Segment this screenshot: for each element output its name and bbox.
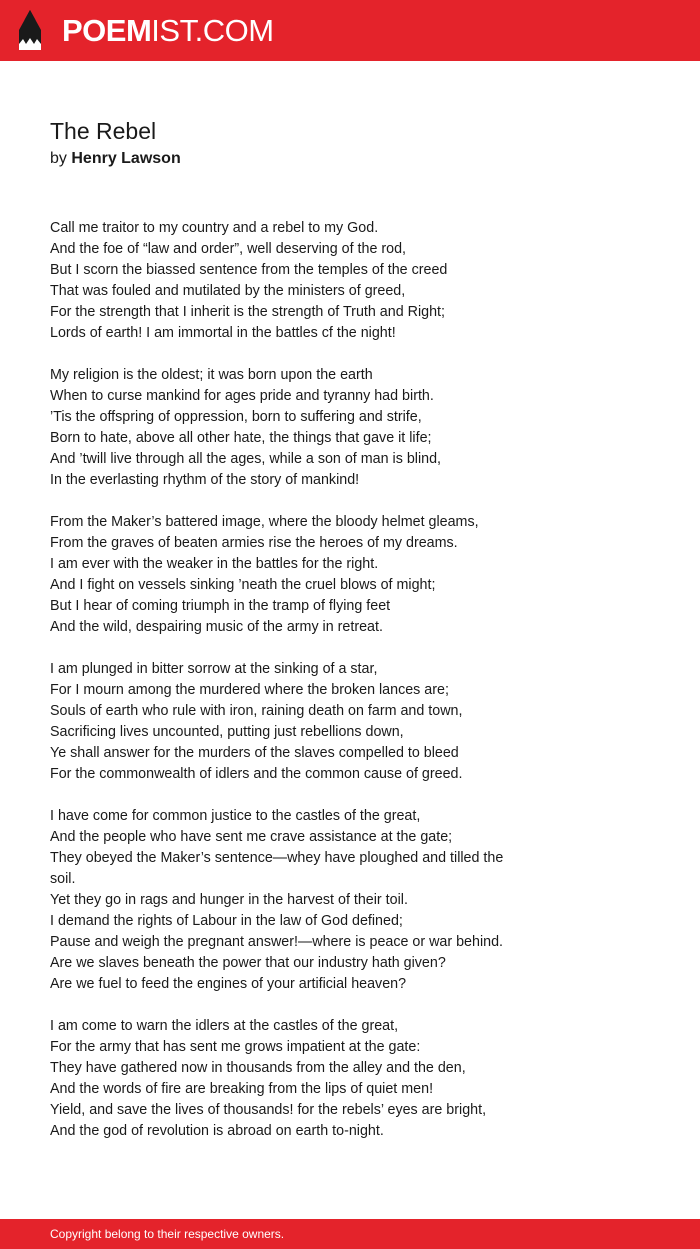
author-name: Henry Lawson — [71, 150, 181, 167]
poem-line: And I fight on vessels sinking ’neath the cruel blows of might; — [50, 577, 436, 593]
pencil-logo-icon[interactable] — [17, 9, 43, 52]
poem-body — [50, 218, 550, 1163]
site-header — [0, 0, 700, 61]
poem-stanza — [50, 365, 550, 491]
poem-line: And the people who have sent me crave assistance at the gate; — [50, 829, 453, 845]
poem-line: And the wild, despairing music of the army in retreat. — [50, 619, 383, 635]
poem-line: I am come to warn the idlers at the castles of the great, — [50, 1018, 399, 1034]
poem-line: And the foe of “law and order”, well deserving of the rod, — [50, 241, 407, 257]
poem-line: Ye shall answer for the murders of the slaves compelled to bleed — [50, 745, 459, 761]
poem-stanza — [50, 806, 550, 995]
poem-stanza — [50, 218, 550, 344]
logo-text-light: IST.COM — [151, 13, 274, 48]
poem-line: And ’twill live through all the ages, while a son of man is blind, — [50, 451, 441, 467]
poem-stanza — [50, 1016, 550, 1142]
poem-line: soil. — [50, 871, 76, 887]
poem-line: I am plunged in bitter sorrow at the sinking of a star, — [50, 661, 378, 677]
poem-line: And the god of revolution is abroad on earth to-night. — [50, 1123, 384, 1139]
poem-line: Are we fuel to feed the engines of your artificial heaven? — [50, 976, 407, 992]
poem-line: ’Tis the offspring of oppression, born to suffering and strife, — [50, 409, 422, 425]
poem-stanza — [50, 659, 550, 785]
poem-line: For I mourn among the murdered where the broken lances are; — [50, 682, 449, 698]
byline — [50, 148, 181, 170]
poem-stanza — [50, 512, 550, 638]
poem-line: For the army that has sent me grows impatient at the gate: — [50, 1039, 421, 1055]
poem-line: I am ever with the weaker in the battles for the right. — [50, 556, 379, 572]
poem-line: Lords of earth! I am immortal in the battles cf the night! — [50, 325, 396, 341]
poem-line: In the everlasting rhythm of the story of mankind! — [50, 472, 360, 488]
poem-line: From the Maker’s battered image, where the bloody helmet gleams, — [50, 514, 479, 530]
poem-line: Born to hate, above all other hate, the things that gave it life; — [50, 430, 432, 446]
poem-line: For the strength that I inherit is the strength of Truth and Right; — [50, 304, 445, 320]
poem-line: Sacrificing lives uncounted, putting just rebellions down, — [50, 724, 404, 740]
poem-line: But I hear of coming triumph in the tramp of flying feet — [50, 598, 391, 614]
poem-line: They obeyed the Maker’s sentence—whey have ploughed and tilled the — [50, 850, 504, 866]
poem-line: My religion is the oldest; it was born upon the earth — [50, 367, 373, 383]
poem-line: They have gathered now in thousands from the alley and the den, — [50, 1060, 466, 1076]
site-logo[interactable] — [62, 11, 274, 51]
poem-line: Souls of earth who rule with iron, raining death on farm and town, — [50, 703, 463, 719]
poem-line: That was fouled and mutilated by the ministers of greed, — [50, 283, 406, 299]
poem-line: Yield, and save the lives of thousands! for the rebels’ eyes are bright, — [50, 1102, 487, 1118]
poem-line: Call me traitor to my country and a rebel to my God. — [50, 220, 379, 236]
poem-line: When to curse mankind for ages pride and tyranny had birth. — [50, 388, 434, 404]
logo-text-bold: POEM — [62, 13, 152, 48]
poem-title: The Rebel — [50, 118, 157, 144]
poem-line: Yet they go in rags and hunger in the harvest of their toil. — [50, 892, 408, 908]
site-footer — [0, 1219, 700, 1249]
poem-line: For the commonwealth of idlers and the common cause of greed. — [50, 766, 463, 782]
poem-line: Are we slaves beneath the power that our industry hath given? — [50, 955, 446, 971]
byline-prefix: by — [50, 150, 67, 167]
poem-line: I demand the rights of Labour in the law of God defined; — [50, 913, 403, 929]
poem-line: But I scorn the biassed sentence from the temples of the creed — [50, 262, 448, 278]
copyright-notice: Copyright belong to their respective owners. — [50, 1227, 285, 1241]
poem-line: From the graves of beaten armies rise the heroes of my dreams. — [50, 535, 458, 551]
poem-line: Pause and weigh the pregnant answer!—where is peace or war behind. — [50, 934, 504, 950]
poem-line: And the words of fire are breaking from the lips of quiet men! — [50, 1081, 434, 1097]
poem-line: I have come for common justice to the castles of the great, — [50, 808, 421, 824]
